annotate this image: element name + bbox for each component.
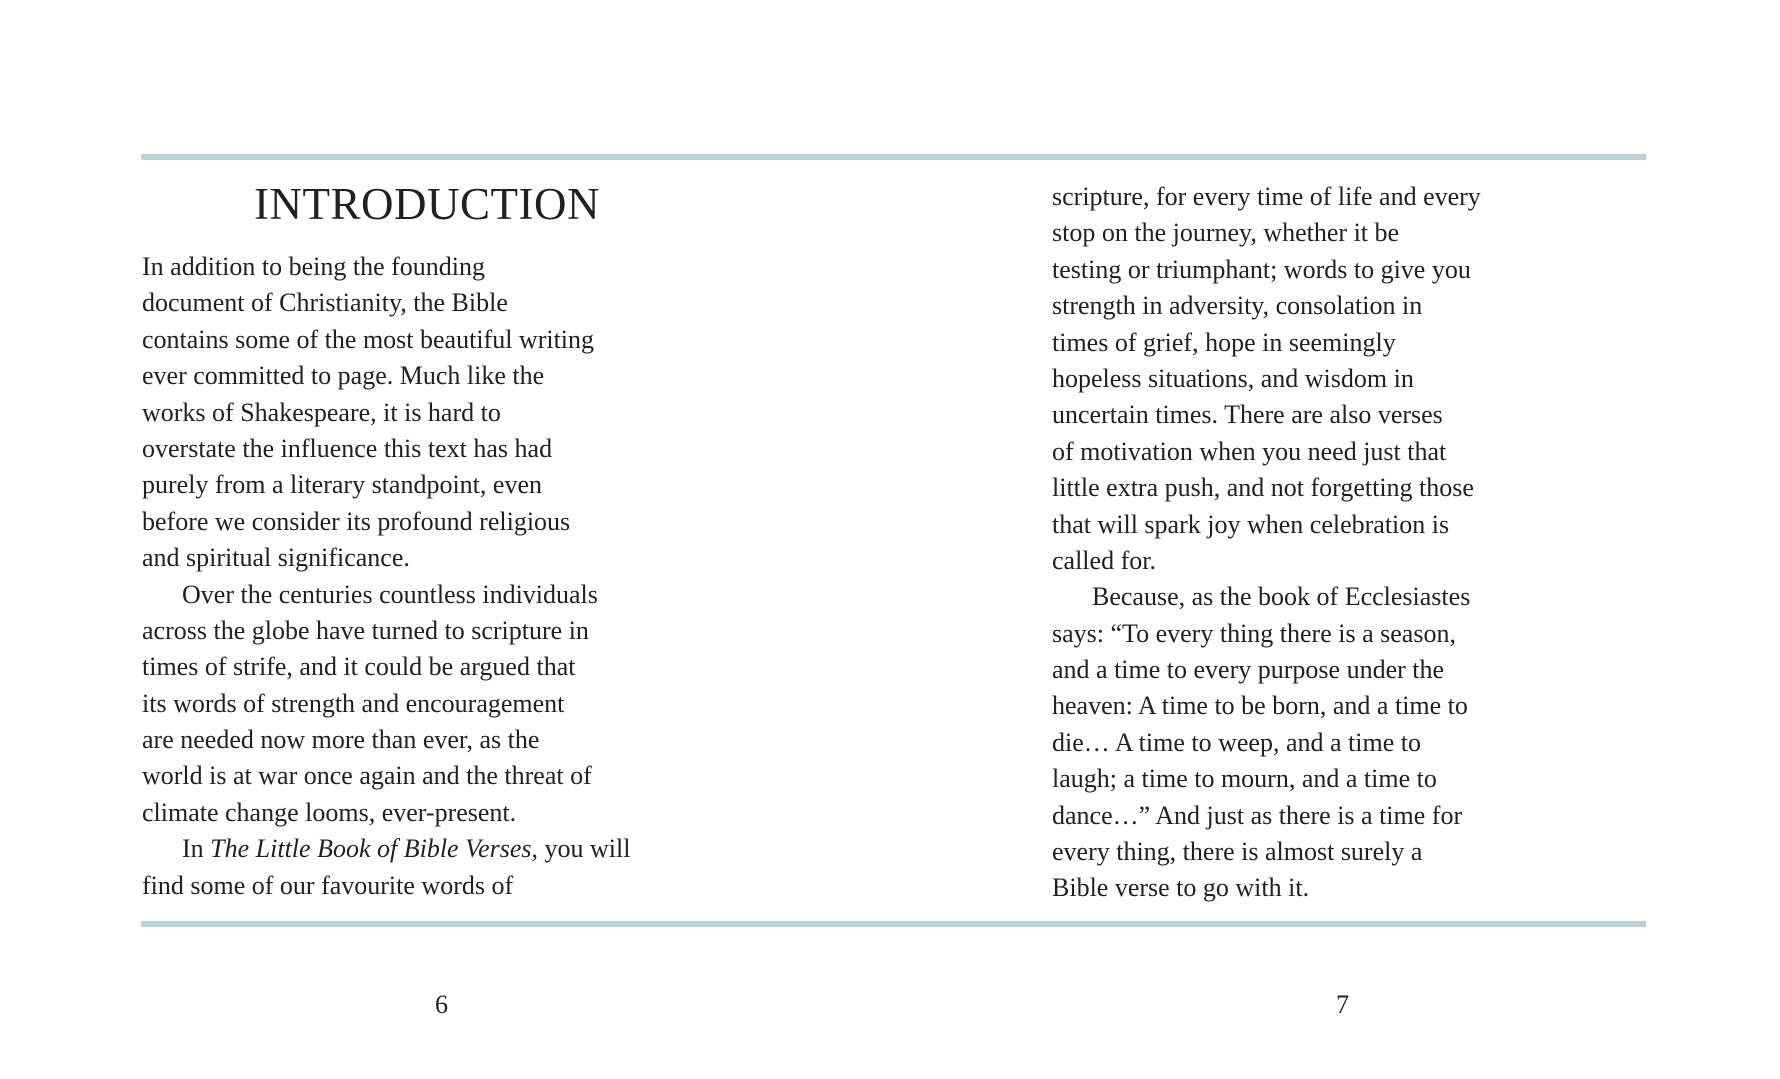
text-line: find some of our favourite words of — [142, 870, 514, 900]
book-title: The Little Book of Bible Verses — [210, 834, 532, 864]
text-line: and a time to every purpose under the — [1052, 655, 1445, 685]
text-line: purely from a literary standpoint, even — [142, 470, 542, 500]
text-line: of motivation when you need just that — [1052, 436, 1447, 466]
text-line: ever committed to page. Much like the — [142, 361, 545, 391]
text-line: are needed now more than ever, as the — [142, 725, 540, 755]
text-line: Over the centuries countless individuals — [182, 579, 598, 609]
text-line: overstate the influence this text has had — [142, 433, 553, 463]
text-line: laugh; a time to mourn, and a time to — [1052, 764, 1437, 794]
text-line: Because, as the book of Ecclesiastes — [1092, 582, 1471, 612]
page-number-right: 7 — [1336, 990, 1349, 1019]
text-line: uncertain times. There are also verses — [1052, 400, 1443, 430]
text-segment: In — [182, 834, 211, 864]
text-line: document of Christianity, the Bible — [142, 288, 508, 318]
text-line: its words of strength and encouragement — [142, 688, 565, 718]
text-line: world is at war once again and the threat of — [142, 761, 592, 791]
bottom-rule — [141, 921, 1646, 927]
text-line: contains some of the most beautiful writing — [142, 324, 595, 354]
text-line: called for. — [1052, 545, 1156, 575]
text-line: testing or triumphant; words to give you — [1052, 254, 1471, 284]
text-line: Bible verse to go with it. — [1052, 873, 1310, 903]
page-number-left: 6 — [435, 990, 448, 1019]
text-line: strength in adversity, consolation in — [1052, 291, 1423, 321]
text-line: that will spark joy when celebration is — [1052, 509, 1450, 539]
page-title: INTRODUCTION — [254, 179, 600, 229]
text-line: scripture, for every time of life and every — [1052, 182, 1481, 211]
top-rule — [141, 154, 1646, 160]
text-line: says: “To every thing there is a season, — [1052, 618, 1456, 648]
text-line: little extra push, and not forgetting those — [1052, 473, 1474, 503]
text-line: heaven: A time to be born, and a time to — [1052, 691, 1468, 721]
text-line: before we consider its profound religious — [142, 506, 571, 536]
text-line: times of strife, and it could be argued that — [142, 652, 576, 682]
text-line: across the globe have turned to scripture in — [142, 615, 589, 645]
text-line: works of Shakespeare, it is hard to — [142, 397, 501, 427]
left-page-body — [142, 249, 630, 904]
text-line: and spiritual significance. — [142, 543, 410, 573]
text-line: hopeless situations, and wisdom in — [1052, 363, 1414, 393]
text-line: dance…” And just as there is a time for — [1052, 800, 1463, 830]
right-page-body — [1052, 179, 1481, 907]
text-line: stop on the journey, whether it be — [1052, 218, 1400, 248]
text-line: In addition to being the founding — [142, 252, 486, 281]
text-line — [142, 831, 630, 867]
text-segment: , you will — [531, 834, 631, 864]
text-line: every thing, there is almost surely a — [1052, 837, 1423, 867]
text-line: times of grief, hope in seemingly — [1052, 327, 1396, 357]
text-line: die… A time to weep, and a time to — [1052, 727, 1421, 757]
text-line: climate change looms, ever-present. — [142, 797, 517, 827]
